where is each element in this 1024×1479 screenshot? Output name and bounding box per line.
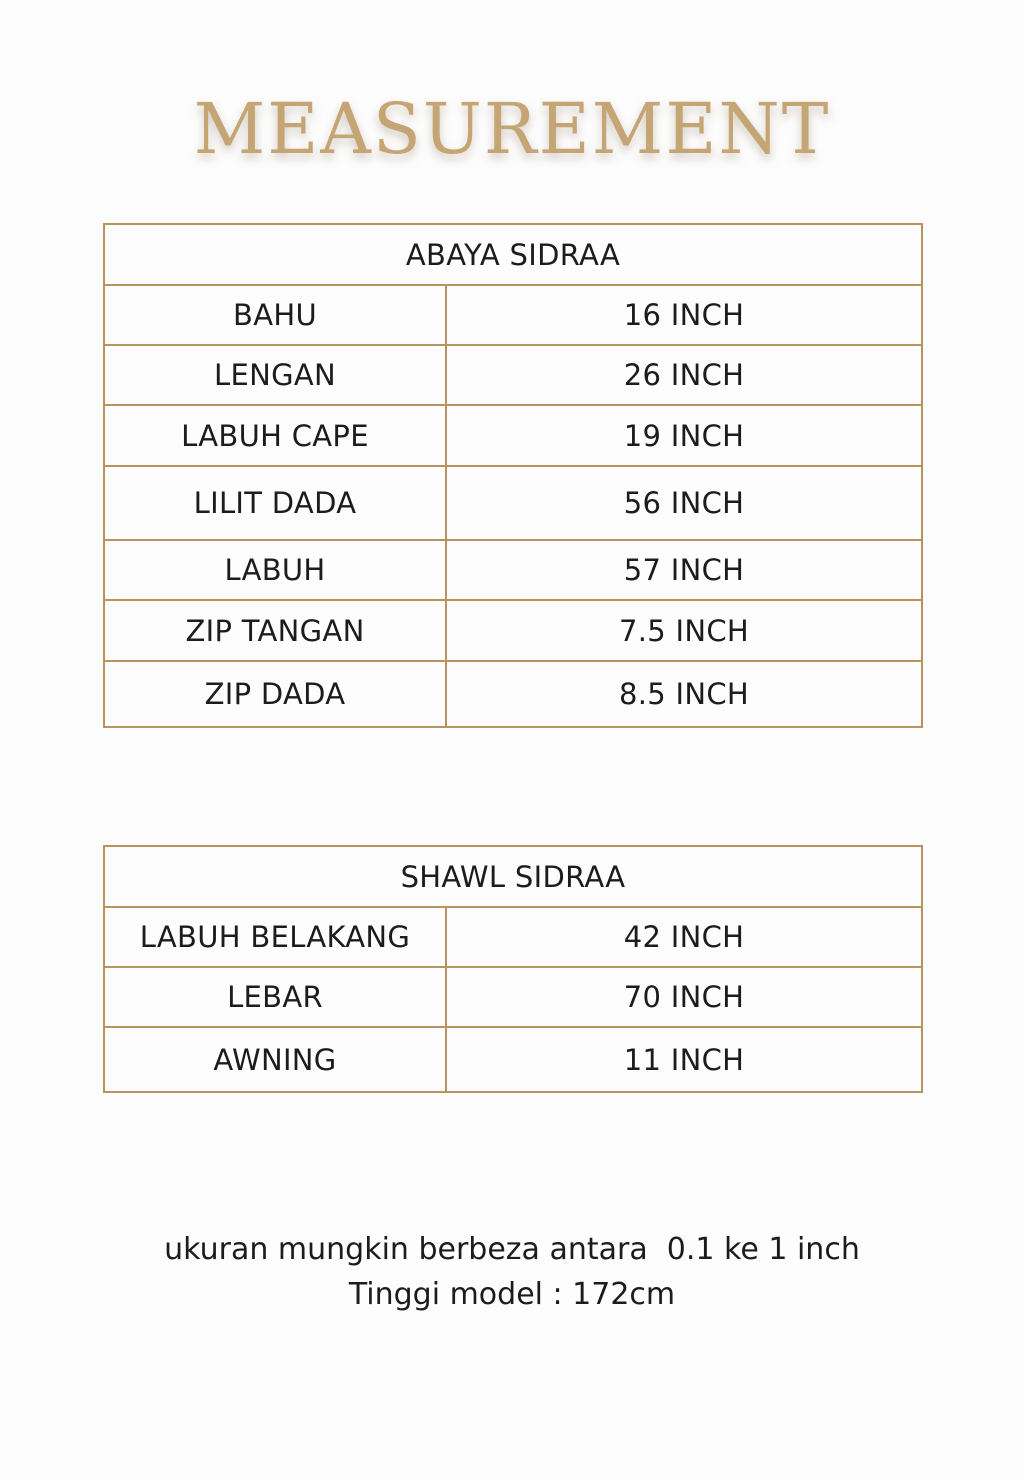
table-row [104, 345, 922, 405]
table-row [104, 967, 922, 1027]
table-heading: SHAWL SIDRAA [104, 846, 922, 907]
table-row [104, 466, 922, 540]
row-value: 57 INCH [446, 540, 922, 600]
row-label: LEBAR [104, 967, 446, 1027]
row-value: 26 INCH [446, 345, 922, 405]
table-row [104, 405, 922, 466]
row-value: 56 INCH [446, 466, 922, 540]
row-label: ZIP DADA [104, 661, 446, 727]
row-value: 8.5 INCH [446, 661, 922, 727]
row-label: LABUH BELAKANG [104, 907, 446, 967]
row-label: ZIP TANGAN [104, 600, 446, 661]
row-value: 16 INCH [446, 285, 922, 345]
row-value: 11 INCH [446, 1027, 922, 1092]
table-row [104, 285, 922, 345]
row-label: LABUH [104, 540, 446, 600]
row-value: 19 INCH [446, 405, 922, 466]
model-height-note: Tinggi model : 172cm [348, 1277, 676, 1312]
size-variance-note: ukuran mungkin berbeza antara 0.1 ke 1 inch [164, 1232, 860, 1267]
row-value: 70 INCH [446, 967, 922, 1027]
row-label: BAHU [104, 285, 446, 345]
table-row [104, 907, 922, 967]
row-value: 7.5 INCH [446, 600, 922, 661]
table-row [104, 600, 922, 661]
page-title: MEASUREMENT [193, 88, 831, 170]
row-label: AWNING [104, 1027, 446, 1092]
row-value: 42 INCH [446, 907, 922, 967]
shawl-measurement-table [103, 845, 923, 1093]
table-row [104, 540, 922, 600]
row-label: LENGAN [104, 345, 446, 405]
table-heading: ABAYA SIDRAA [104, 224, 922, 285]
row-label: LABUH CAPE [104, 405, 446, 466]
table-row [104, 661, 922, 727]
row-label: LILIT DADA [104, 466, 446, 540]
table-row [104, 1027, 922, 1092]
abaya-measurement-table [103, 223, 923, 728]
